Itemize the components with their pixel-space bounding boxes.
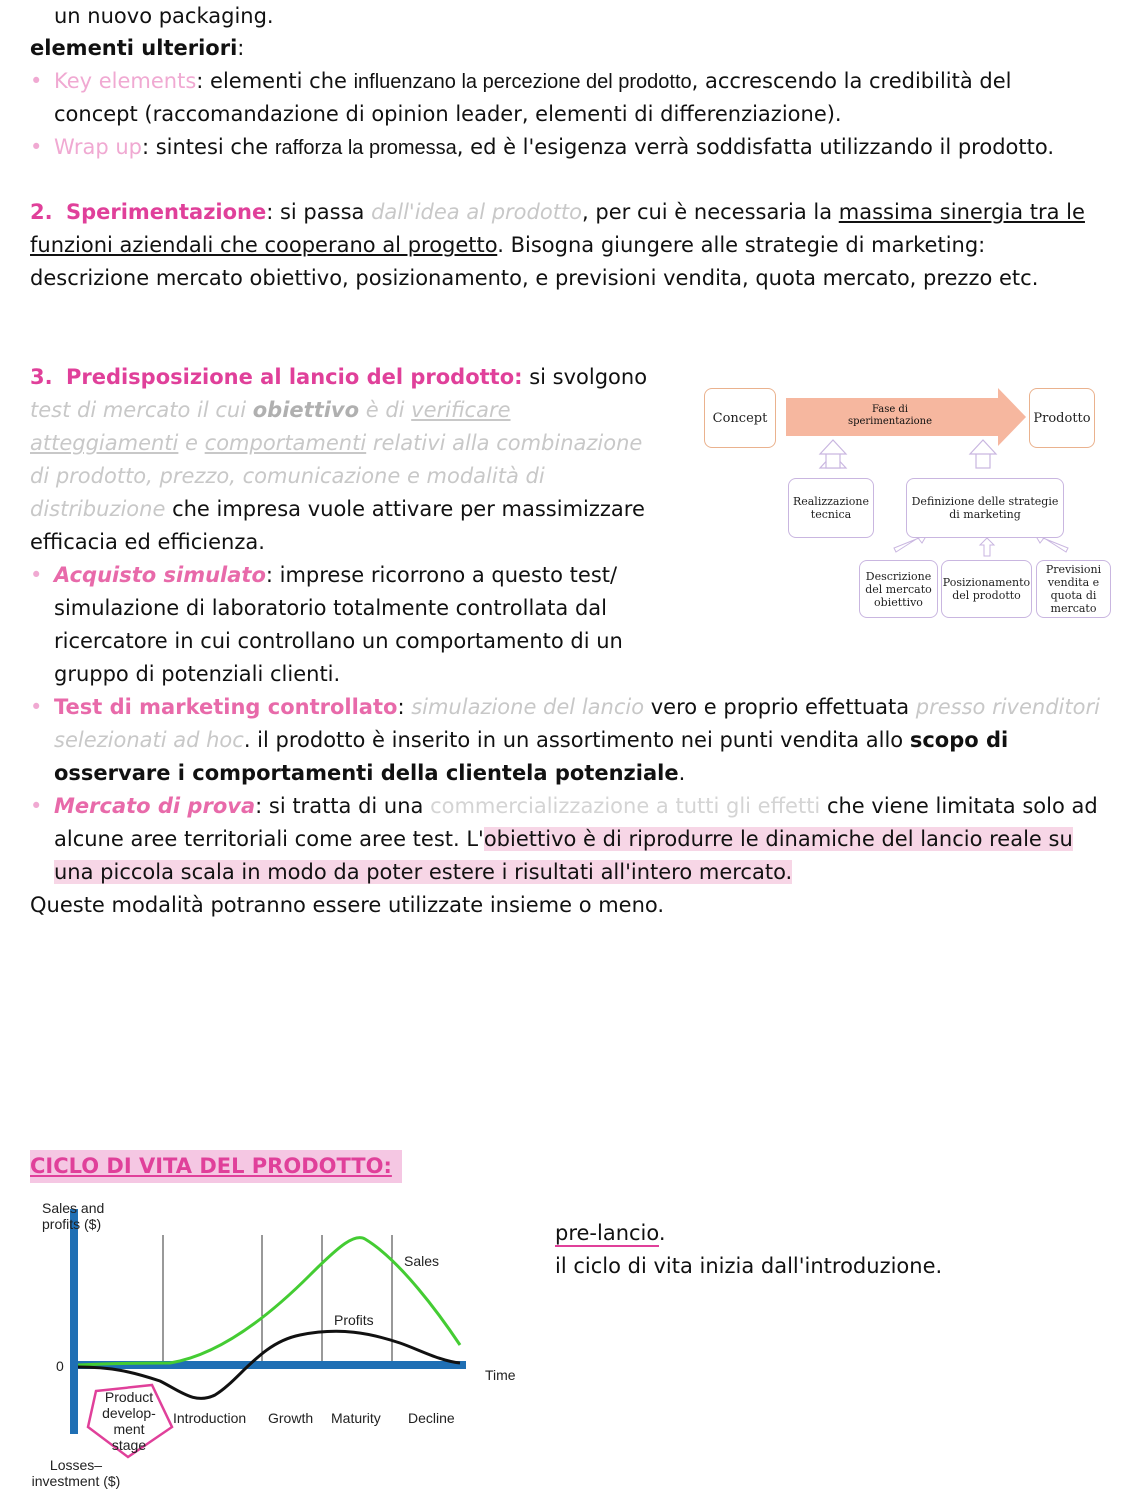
stage-growth: Growth	[268, 1410, 314, 1426]
predisposizione-line4: di prodotto, prezzo, comunicazione e modalità di	[30, 464, 545, 488]
mercato-prova-line2: alcune aree territoriali come aree test. L'obiettivo è di riprodurre le dinamiche del lancio reale su	[54, 827, 1073, 851]
prodotto-box: Prodotto	[1029, 388, 1095, 448]
test-marketing-line3: osservare i comportamenti della clientela potenziale.	[54, 761, 686, 785]
y-label-bottom: Losses– investment ($)	[31, 1457, 121, 1489]
posizionamento-box: Posizionamento del prodotto	[941, 560, 1032, 618]
x-label: Time	[485, 1367, 516, 1383]
prelancio-line: pre-lancio.	[555, 1221, 666, 1245]
small-arrow-mid	[980, 538, 994, 556]
test-marketing-line1: Test di marketing controllato: simulazione del lancio vero e proprio effettuata presso rivenditori	[54, 695, 1100, 719]
descrizione-box: Descrizione del mercato obiettivo	[859, 560, 938, 618]
stage-decline: Decline	[408, 1410, 455, 1426]
acquisto-line3: ricercatore in cui controllano un comportamento di un	[54, 629, 623, 653]
predisposizione-line3: atteggiamenti e comportamenti relativi alla combinazione	[30, 431, 643, 455]
bullet-dot: •	[30, 135, 43, 159]
intro-line: un nuovo packaging.	[54, 4, 274, 28]
sales-label: Sales	[404, 1253, 440, 1269]
mercato-prova-line1: Mercato di prova: si tratta di una commercializzazione a tutti gli effetti che viene limitata solo ad	[54, 794, 1098, 818]
definizione-box: Definizione delle strategie di marketing	[906, 478, 1064, 538]
mercato-prova-line3: una piccola scala in modo da poter estere i risultati all'intero mercato.	[54, 860, 793, 884]
predisposizione-line6: efficacia ed efficienza.	[30, 530, 265, 554]
fase-label: Fase di sperimentazione	[847, 404, 933, 427]
life-cycle-chart	[20, 1195, 530, 1495]
sperimentazione-line1: 2. Sperimentazione: si passa dall'idea al prodotto, per cui è necessaria la massima sinergia tra le	[30, 200, 1085, 224]
acquisto-line1: Acquisto simulato: imprese ricorrono a questo test/	[54, 563, 618, 587]
sales-curve	[78, 1238, 460, 1366]
profits-label: Profits	[334, 1312, 374, 1328]
test-marketing-line2: selezionati ad hoc. il prodotto è inserito in un assortimento nei punti vendita allo scopo di	[54, 728, 1009, 752]
sperimentazione-line2: funzioni aziendali che cooperano al progetto. Bisogna giungere alle strategie di marketing:	[30, 233, 986, 257]
realizzazione-box: Realizzazione tecnica	[788, 478, 874, 538]
stage-product-dev: Product develop- ment stage	[102, 1389, 156, 1453]
ciclo-title: CICLO DI VITA DEL PRODOTTO:	[30, 1150, 402, 1183]
up-arrow-2-head	[970, 440, 996, 454]
bullet-dot: •	[30, 794, 43, 818]
predisposizione-line2: test di mercato il cui obiettivo è di verificare	[30, 398, 511, 422]
bullet-dot: •	[30, 695, 43, 719]
elementi-heading: elementi ulteriori:	[30, 36, 245, 60]
y-axis	[70, 1209, 78, 1434]
bullet-dot: •	[30, 563, 43, 587]
acquisto-line4: gruppo di potenziali clienti.	[54, 662, 341, 686]
predisposizione-line1: 3. Predisposizione al lancio del prodotto: si svolgono	[30, 365, 648, 389]
stage-introduction: Introduction	[173, 1410, 247, 1426]
stage-maturity: Maturity	[331, 1410, 381, 1426]
predisposizione-line5: distribuzione che impresa vuole attivare per massimizzare	[30, 497, 645, 521]
up-arrow-1-head	[820, 440, 846, 454]
ciclo-inizia-line: il ciclo di vita inizia dall'introduzione.	[555, 1254, 943, 1278]
bullet-dot: •	[30, 69, 43, 93]
key-elements-line2: concept (raccomandazione di opinion leader, elementi di differenziazione).	[54, 102, 842, 126]
queste-line: Queste modalità potranno essere utilizzate insieme o meno.	[30, 893, 665, 917]
acquisto-line2: simulazione di laboratorio totalmente controllata dal	[54, 596, 607, 620]
sperimentazione-diagram	[700, 380, 1120, 630]
key-elements-line1: Key elements: elementi che influenzano la percezione del prodotto, accrescendo la credibilità del	[54, 69, 1012, 93]
sperimentazione-line3: descrizione mercato obiettivo, posizionamento, e previsioni vendita, quota mercato, prezzo etc.	[30, 266, 1039, 290]
y-label-top: Sales and profits ($)	[42, 1200, 105, 1232]
wrap-up-line: Wrap up: sintesi che rafforza la promessa, ed è l'esigenza verrà soddisfatta utilizzando il prodotto.	[54, 135, 1055, 159]
zero-label: 0	[56, 1358, 64, 1374]
concept-box: Concept	[704, 388, 776, 448]
previsioni-box: Previsioni vendita e quota di mercato	[1036, 560, 1111, 618]
